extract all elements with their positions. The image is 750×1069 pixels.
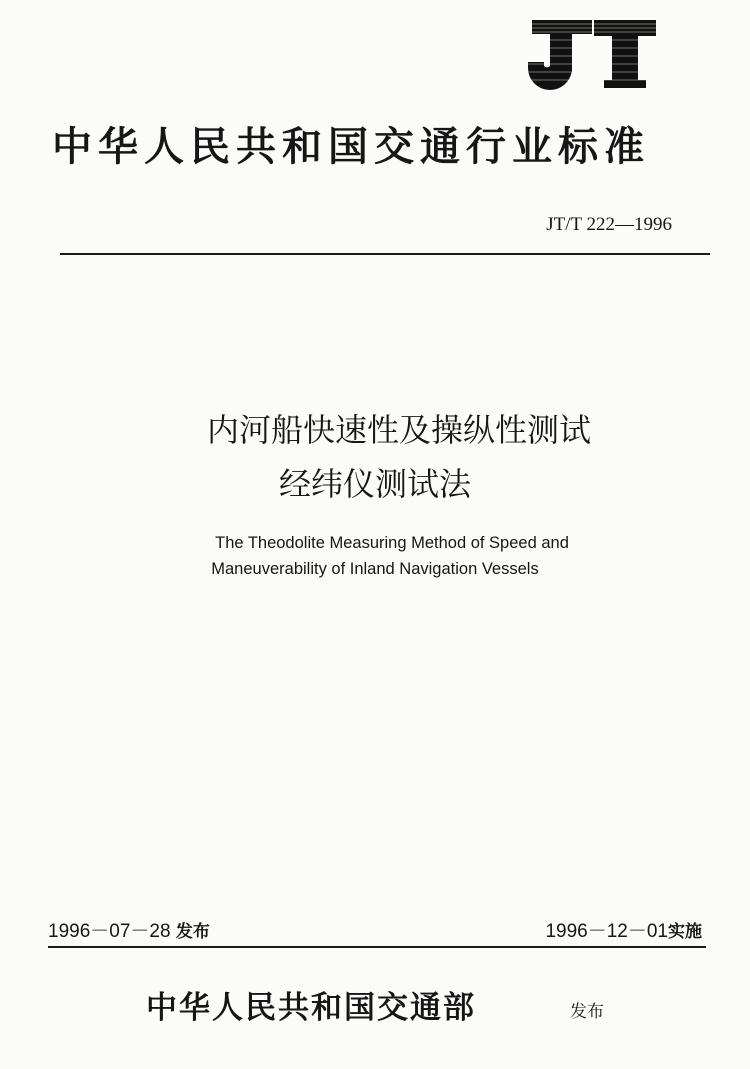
standard-number: JT/T 222—1996 (546, 214, 672, 235)
jt-logo (524, 18, 658, 90)
implementation-label: 实施 (668, 922, 702, 942)
implementation-date (545, 916, 702, 943)
footer-divider (48, 946, 706, 948)
issue-date (48, 916, 210, 943)
publish-label: 发布 (570, 1002, 604, 1022)
issue-date-value: 1996－07－28 (48, 921, 171, 942)
issue-label: 发布 (175, 922, 210, 942)
title-cn-line2: 经纬仪测试法 (278, 465, 471, 503)
implementation-date-value: 1996－12－01 (545, 921, 668, 942)
title-cn-line1: 内河船快速性及操纵性测试 (206, 411, 591, 449)
svg-text:JT: JT (524, 18, 525, 19)
publisher-name: 中华人民共和国交通部 (146, 990, 476, 1026)
title-en-line1: The Theodolite Measuring Method of Speed and (215, 534, 569, 552)
header-divider (60, 253, 710, 255)
standard-type-heading: 中华人民共和国交通行业标准 (52, 123, 650, 170)
title-en-line2: Maneuverability of Inland Navigation Vessels (211, 560, 539, 578)
